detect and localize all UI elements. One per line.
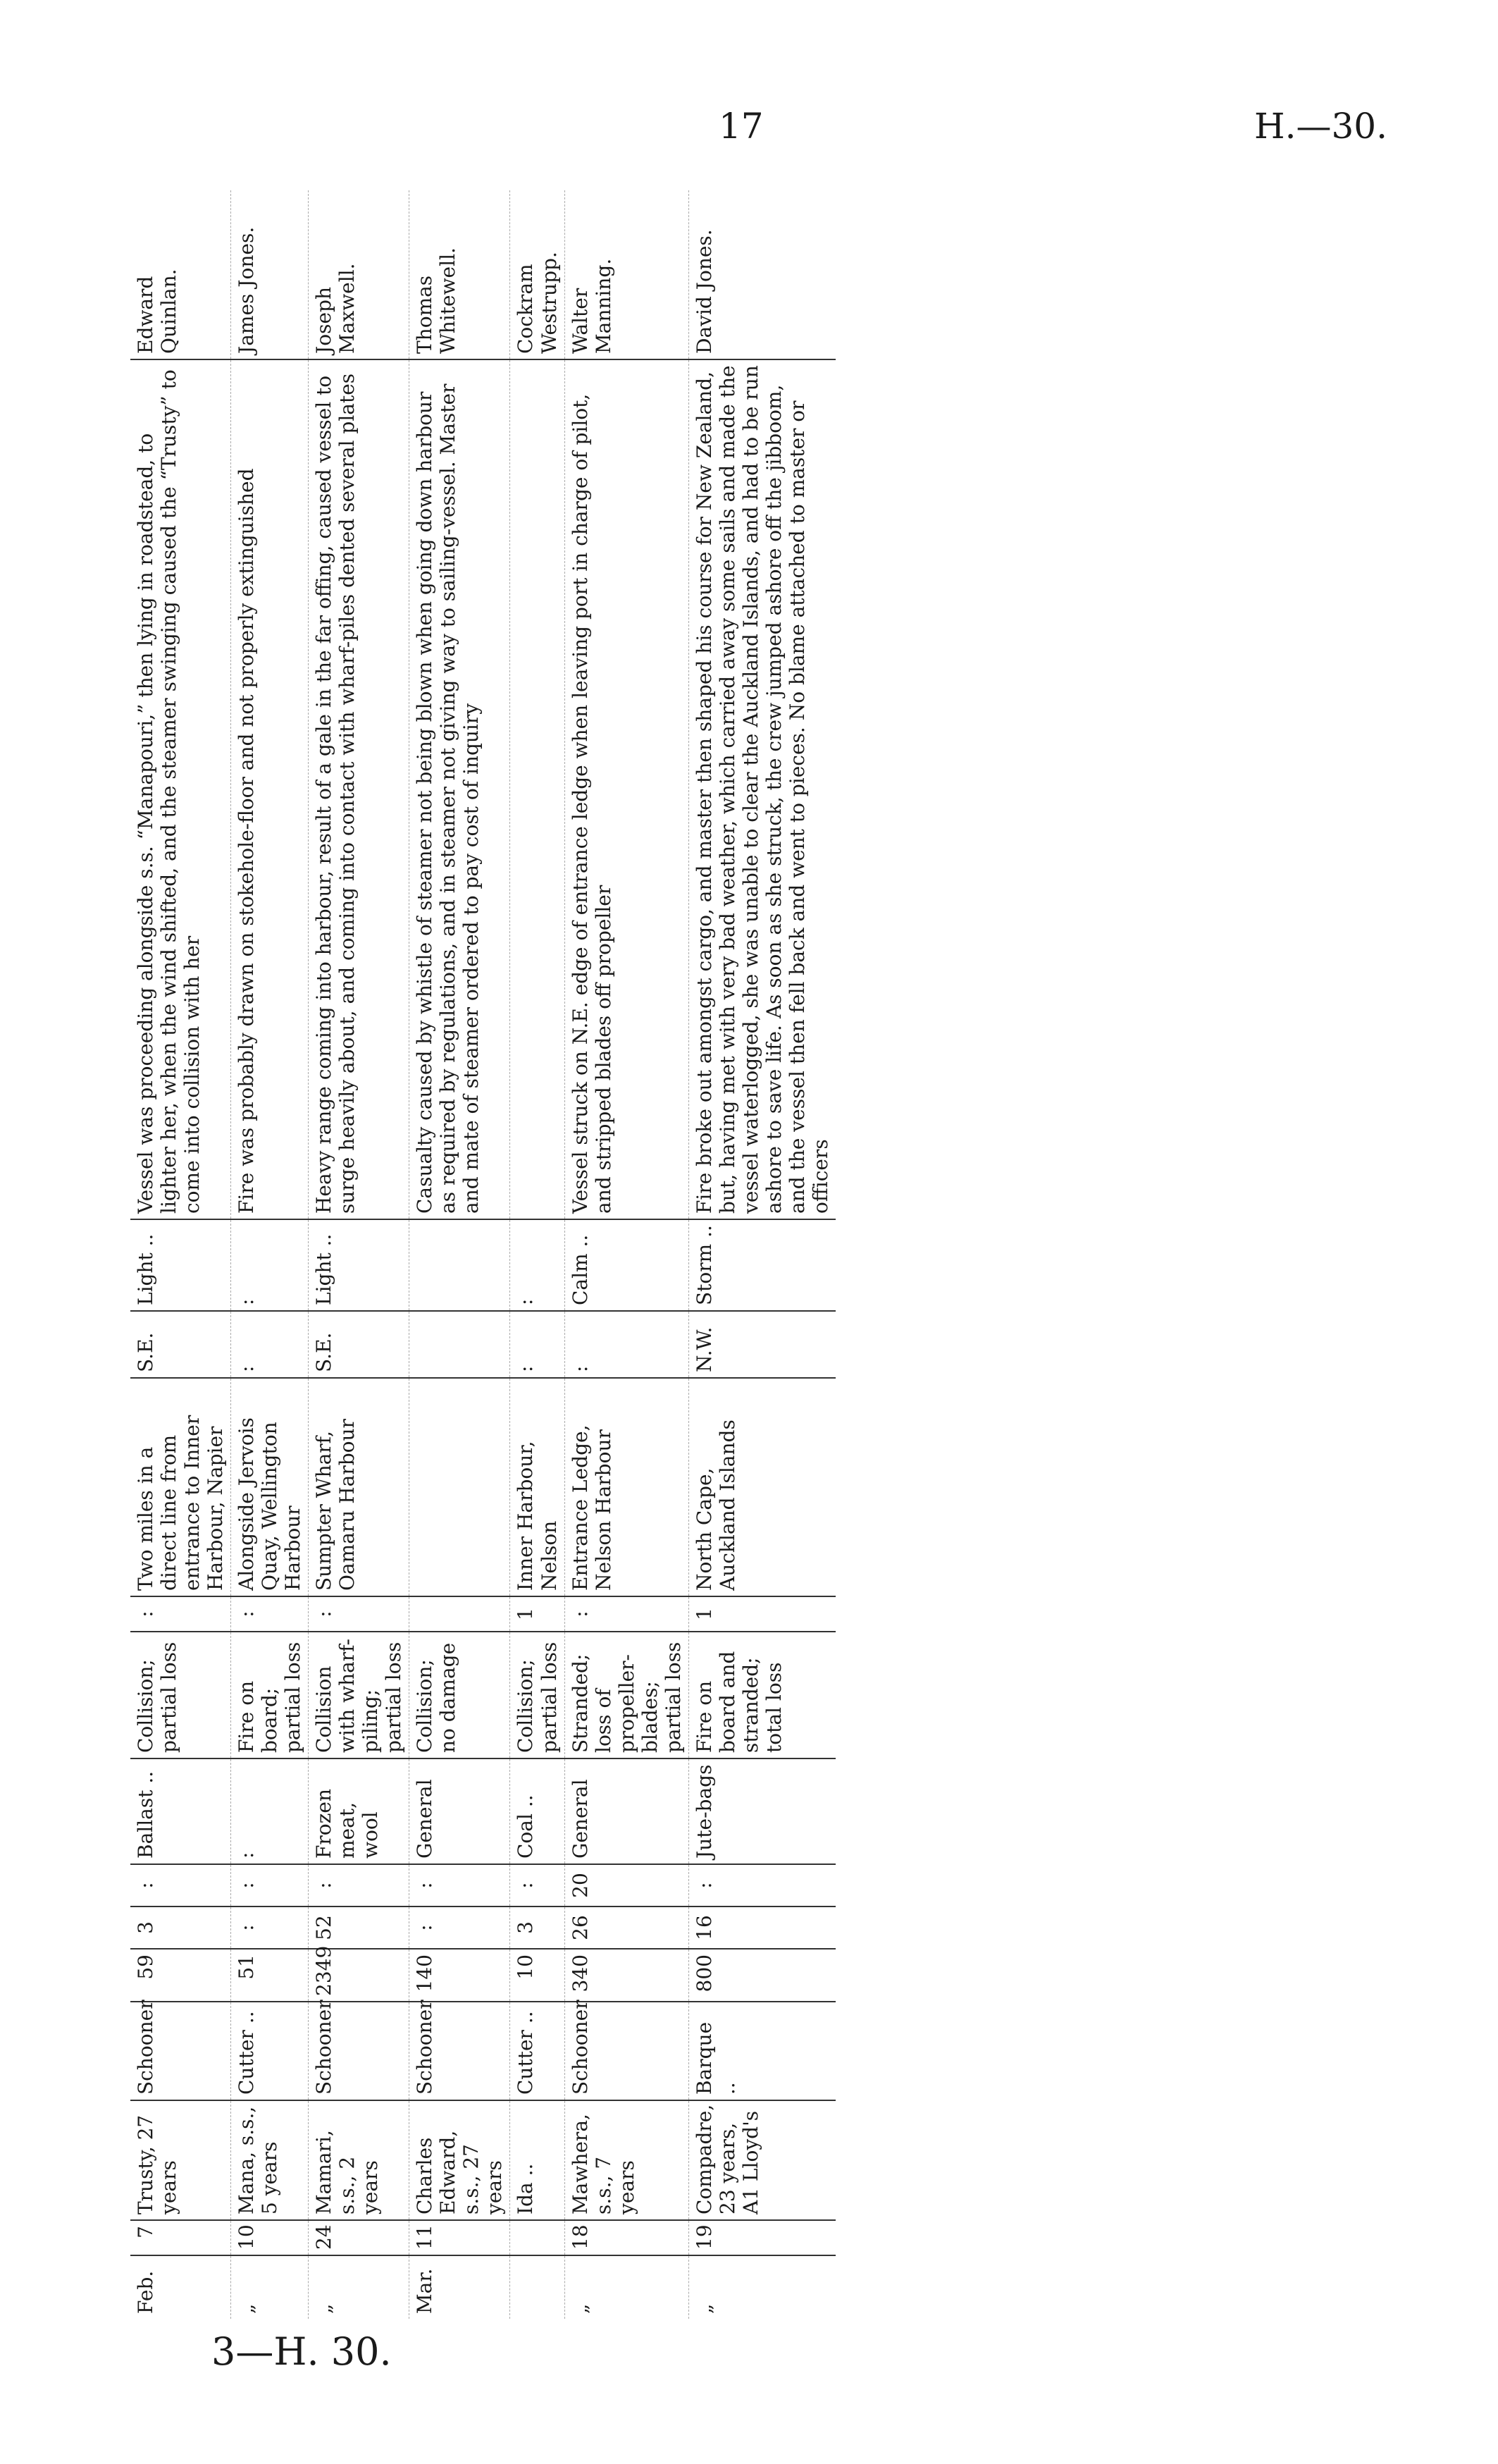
cell-vessel: Charles Edward, s.s., 27 years (409, 2100, 510, 2220)
cell-rig: Cutter .. (510, 2002, 564, 2100)
cell-passengers: : (309, 1864, 409, 1906)
cell-vessel: Mawhera, s.s., 7 years (564, 2100, 688, 2220)
parliamentary-paper-ref: H.—30. (1254, 106, 1388, 147)
cell-nature: Collision; partial loss (510, 1632, 564, 1758)
cell-passengers: 20 (564, 1864, 688, 1906)
cell-cargo: General (564, 1758, 688, 1864)
cell-crew: 26 (564, 1906, 688, 1949)
cell-cause: Fire broke out amongst cargo, and master then shaped his course for New Zealand, but, having met with very bad weather, which carried away some sails and made the vessel waterlogged, she was unable to clear the Auckland Islands, and had to be run ashore to save life. As soon as she struck, the crew jumped ashore off the jibboom, and the vessel then fell back and went to pieces. No blame attached to master or officers (688, 359, 836, 1219)
cell-nature: Collision; partial loss (130, 1632, 231, 1758)
cell-crew: 16 (688, 1906, 836, 1949)
cell-cause: Vessel struck on N.E. edge of entrance ledge when leaving port in charge of pilot, and stripped blades off propeller (564, 359, 688, 1219)
cell-vessel: Ida .. (510, 2100, 564, 2220)
cell-cause: Fire was probably drawn on stokehole-floor and not properly extinguished (231, 359, 309, 1219)
cell-lives: : (309, 1596, 409, 1632)
cell-place: North Cape, Auckland Islands (688, 1378, 836, 1596)
cell-day: 7 (130, 2220, 231, 2255)
cell-rig: Cutter .. (231, 2002, 309, 2100)
cell-lives: 1 (510, 1596, 564, 1632)
cell-passengers: : (130, 1864, 231, 1906)
cell-day: 10 (231, 2220, 309, 2255)
cell-tons: 2349 (309, 1949, 409, 2002)
cell-wind: S.E. (309, 1311, 409, 1378)
cell-master: James Jones. (231, 190, 309, 359)
table-row (510, 190, 564, 2319)
cell-place: Sumpter Wharf, Oamaru Harbour (309, 1378, 409, 1596)
cell-place: Entrance Ledge, Nelson Harbour (564, 1378, 688, 1596)
cell-master: David Jones. (688, 190, 836, 359)
cell-wind: S.E. (130, 1311, 231, 1378)
cell-rig: Schooner (309, 2002, 409, 2100)
cell-day: 19 (688, 2220, 836, 2255)
cell-lives: : (130, 1596, 231, 1632)
cell-force: : (510, 1219, 564, 1311)
cell-wind: : (510, 1311, 564, 1378)
cell-month: Feb. (134, 2270, 157, 2314)
cell-tons: 59 (130, 1949, 231, 2002)
cell-crew: 3 (130, 1906, 231, 1949)
cell-tons: 51 (231, 1949, 309, 2002)
cell-month: „ (235, 2303, 259, 2314)
cell-force: : (231, 1219, 309, 1311)
cell-rig: Barque .. (688, 2002, 836, 2100)
cell-nature: Collision with wharf-piling; partial loss (309, 1632, 409, 1758)
cell-vessel: Mana, s.s., 5 years (231, 2100, 309, 2220)
cell-month: „ (312, 2303, 336, 2314)
cell-lives (409, 1596, 510, 1632)
cell-cargo: : (231, 1758, 309, 1864)
cell-rig: Schooner (564, 2002, 688, 2100)
cell-master: Joseph Maxwell. (309, 190, 409, 359)
cell-crew: 3 (510, 1906, 564, 1949)
cell-passengers: : (231, 1864, 309, 1906)
cell-tons: 800 (688, 1949, 836, 2002)
cell-lives: : (564, 1596, 688, 1632)
cell-master: Thomas Whitewell. (409, 190, 510, 359)
cell-rig: Schooner (409, 2002, 510, 2100)
cell-passengers: : (510, 1864, 564, 1906)
cell-vessel: Trusty, 27 years (130, 2100, 231, 2220)
cell-cargo: Ballast .. (130, 1758, 231, 1864)
cell-place: Alongside Jervois Quay, Wellington Harbour (231, 1378, 309, 1596)
cell-master: Edward Quinlan. (130, 190, 231, 359)
cell-day: 11 (409, 2220, 510, 2255)
wreck-register-table (130, 190, 842, 2319)
table-row (309, 190, 409, 2319)
cell-force: Storm .. (688, 1219, 836, 1311)
cell-force: Light .. (309, 1219, 409, 1311)
table-row (409, 190, 510, 2319)
cell-cause: Heavy range coming into harbour, result of a gale in the far offing, caused vessel to surge heavily about, and coming into contact with wharf-piles dented several plates (309, 359, 409, 1219)
table-row (231, 190, 309, 2319)
cell-wind: N.W. (688, 1311, 836, 1378)
cell-nature: Stranded; loss of propeller-blades; partial loss (564, 1632, 688, 1758)
cell-master: Cockram Westrupp. (510, 190, 564, 359)
cell-month: „ (568, 2303, 592, 2314)
cell-place (409, 1378, 510, 1596)
cell-wind (409, 1311, 510, 1378)
cell-day (510, 2220, 564, 2255)
cell-master: Walter Manning. (564, 190, 688, 359)
cell-tons: 340 (564, 1949, 688, 2002)
cell-cause: Casualty caused by whistle of steamer not being blown when going down harbour as required by regulations, and in steamer not giving way to sailing-vessel. Master and mate of steamer ordered to pay cost of inquiry (409, 359, 510, 1219)
cell-crew: : (409, 1906, 510, 1949)
cell-nature: Collision; no damage (409, 1632, 510, 1758)
cell-cargo: Coal .. (510, 1758, 564, 1864)
cell-rig: Schooner (130, 2002, 231, 2100)
cell-nature: Fire on board and stranded; total loss (688, 1632, 836, 1758)
cell-nature: Fire on board; partial loss (231, 1632, 309, 1758)
cell-day: 24 (309, 2220, 409, 2255)
cell-place: Inner Harbour, Nelson (510, 1378, 564, 1596)
table-row (688, 190, 836, 2319)
cell-passengers: : (409, 1864, 510, 1906)
cell-month (510, 2255, 564, 2319)
cell-lives: 1 (688, 1596, 836, 1632)
cell-day: 18 (564, 2220, 688, 2255)
cell-cargo: General (409, 1758, 510, 1864)
cell-force: Light .. (130, 1219, 231, 1311)
page-number: 17 (719, 106, 764, 147)
cell-passengers: : (688, 1864, 836, 1906)
signature-mark: 3—H. 30. (211, 2329, 392, 2374)
cell-tons: 10 (510, 1949, 564, 2002)
cell-crew: 52 (309, 1906, 409, 1949)
cell-crew: : (231, 1906, 309, 1949)
table-row (564, 190, 688, 2319)
cell-force: Calm .. (564, 1219, 688, 1311)
cell-vessel: Compadre, 23 years, A1 Lloyd's (688, 2100, 836, 2220)
cell-cause (510, 359, 564, 1219)
cell-lives: : (231, 1596, 309, 1632)
cell-month: „ (692, 2303, 716, 2314)
cell-cause: Vessel was proceeding alongside s.s. “Manapouri,” then lying in roadstead, to lighter her, when the wind shifted, and the steamer swinging caused the “Trusty” to come into collision with her (130, 359, 231, 1219)
cell-cargo: Jute-bags (688, 1758, 836, 1864)
cell-wind: : (231, 1311, 309, 1378)
cell-wind: : (564, 1311, 688, 1378)
cell-month: Mar. (413, 2268, 437, 2314)
cell-place: Two miles in a direct line from entrance to Inner Harbour, Napier (130, 1378, 231, 1596)
cell-force (409, 1219, 510, 1311)
table-row (130, 190, 231, 2319)
cell-cargo: Frozen meat, wool (309, 1758, 409, 1864)
cell-vessel: Mamari, s.s., 2 years (309, 2100, 409, 2220)
cell-tons: 140 (409, 1949, 510, 2002)
